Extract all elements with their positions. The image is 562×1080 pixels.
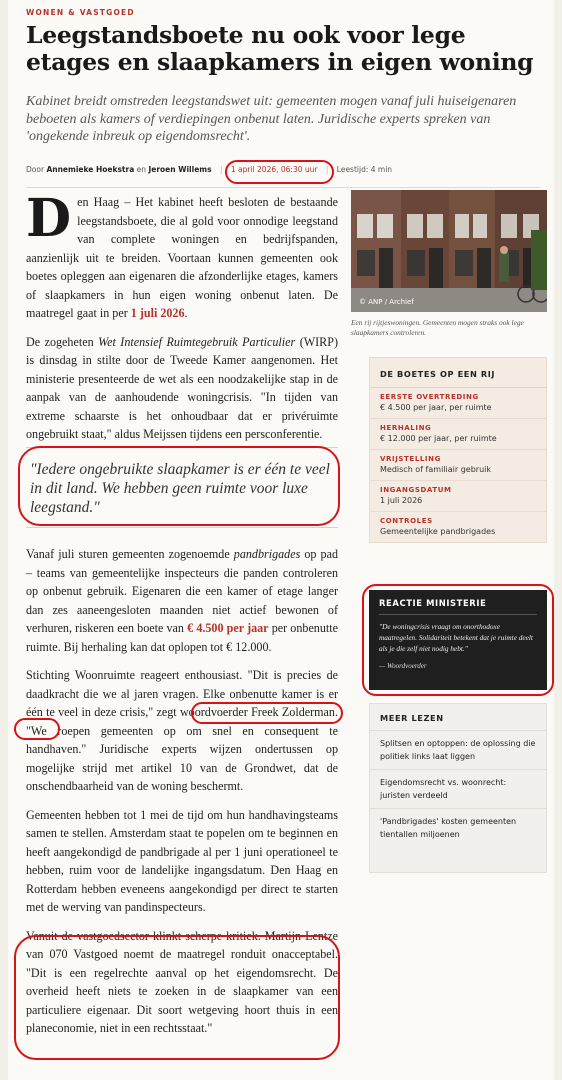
article-lede: Kabinet breidt omstreden leegstandswet uit: gemeenten mogen vanaf juli huiseigenaren beboeten als kamers of verdiepingen onbenut laten. Juridische experts spreken van 'ongekende inbreuk op eigendomsrecht'. [26, 94, 517, 144]
annotation-circle-criticism [14, 935, 340, 1060]
fact-row [370, 450, 546, 481]
law-name: Wet Intensief Ruimtegebruik Particulier [98, 334, 296, 349]
annotation-circle-spokesperson [191, 702, 343, 724]
author-link[interactable]: Annemieke Hoekstra [46, 165, 135, 174]
factbox-title: DE BOETES OP EEN RIJ [370, 358, 546, 388]
annotation-circle-spokesperson-wrap [14, 718, 60, 740]
photo-credit: © ANP / Archief [359, 298, 414, 306]
reaction-source: — Woordvoerder [379, 662, 427, 670]
article-body-intro [26, 188, 339, 444]
article-photo[interactable] [351, 190, 547, 312]
section-label[interactable]: WONEN & VASTGOED [26, 8, 135, 17]
read-time: Leestijd: 4 min [336, 165, 393, 174]
reaction-title: REACTIE MINISTERIE [379, 598, 537, 615]
paragraph: Stichting Woonruimte reageert enthousiast. "Dit is precies de daadkracht die we al jaren vragen. Elke onbenutte kamer is er één te veel in deze crisis," zegt woordvoerder Freek Zolderman. "We roepen gemeenten op om snel en consequent te handhaven." Juridische experts wijzen ondertussen op mogelijke strijd met artikel 10 van de Grondwet, dat de onschendbaarheid van de woning beschermt. [26, 668, 338, 793]
highlight-fine: € 4.500 per jaar [187, 621, 269, 635]
house-row-image [351, 190, 547, 312]
fact-value: Gemeentelijke pandbrigades [380, 527, 496, 536]
article-page [8, 0, 554, 1080]
fact-row [370, 512, 546, 542]
pull-quote: "Iedere ongebruikte slaapkamer is er één te veel in dit land. We hebben geen ruimte voor luxe leegstand." [26, 447, 338, 528]
related-article-link[interactable]: Splitsen en optoppen: de oplossing die politiek links laat liggen [370, 731, 546, 770]
fact-label: EERSTE OVERTREDING [380, 393, 479, 401]
annotation-circle-ministry [362, 584, 554, 696]
paragraph: Den Haag – Het kabinet heeft besloten de bestaande leegstandsboete, die al gold voor onnodige leegstand van complete woningen en bedrijfspanden, aanzienlijk uit te breiden. Voortaan kunnen gemeenten ook boetes opleggen aan eigenaren die afzonderlijke etages, kamers of slaapkamers in hun eigen woning onbenut laten. De maatregel gaat in per 1 juli 2026. [26, 188, 338, 320]
more-reading-box [369, 703, 547, 873]
spokesperson-name: woordvoerder Freek Zolderman. [179, 705, 338, 719]
paragraph: Vanaf juli sturen gemeenten zogenoemde pandbrigades op pad – teams van gemeentelijke inspecteurs die panden controleren op onbenut gebruik. Eigenaren die een kamer of etage langer dan zes aaneengesloten maanden niet actief bewonen of verhuren, riskeren een boete van € 4.500 per jaar per onbenutte ruimte. Bij herhaling kan dat oplopen tot € 12.000. [26, 547, 338, 654]
paragraph: Gemeenten hebben tot 1 mei de tijd om hun handhavingsteams samen te stellen. Amsterdam staat te popelen om te beginnen en heeft aangekondigd de pandbrigade al per 1 juni operationeel te hebben, ruim voor de landelijke ingangsdatum. Den Haag en Rotterdam hebben eveneens aangekondigd per direct te starten met de werving van pandinspecteurs. [26, 807, 338, 914]
publish-date: 1 april 2026, 06:30 uur [230, 165, 318, 174]
byline-separator: | [219, 165, 223, 174]
more-reading-title: MEER LEZEN [370, 704, 546, 731]
author-link[interactable]: Jeroen Willems [148, 165, 212, 174]
drop-cap: D [26, 188, 72, 249]
fact-value: € 12.000 per jaar, per ruimte [380, 434, 497, 443]
reaction-quote: "De woningcrisis vraagt om onorthodoxe maatregelen. Solidariteit betekent dat je ruimte deelt als je die zelf niet nodig hebt." [379, 622, 533, 653]
paragraph: De zogeheten Wet Intensief Ruimtegebruik Particulier (WIRP) is dinsdag in stilte door de Tweede Kamer aangenomen. Het ministerie presenteerde de wet als een noodzakelijke stap in de aanpak van de aanhoudende woningcrisis. "In tijden van extreme schaarste is het onhoudbaar dat er privéruimte ongebruikt staat," aldus Meijssen tijdens een persconferentie. [26, 334, 339, 441]
byline-and: en [136, 165, 147, 174]
related-article-link[interactable]: Eigendomsrecht vs. woonrecht: juristen verdeeld [370, 770, 546, 809]
fact-row [370, 388, 546, 419]
fine-factbox [369, 357, 547, 543]
fact-value: € 4.500 per jaar, per ruimte [380, 403, 492, 412]
fact-label: VRIJSTELLING [380, 455, 441, 463]
fact-row [370, 481, 546, 512]
term-pandbrigades: pandbrigades [233, 547, 301, 561]
divider [26, 187, 541, 188]
fact-value: 1 juli 2026 [380, 496, 423, 505]
fact-label: INGANGSDATUM [380, 486, 452, 494]
byline-prefix: Door [26, 165, 45, 174]
byline-separator: | [325, 165, 329, 174]
annotation-circle-date [225, 160, 334, 184]
fact-label: HERHALING [380, 424, 432, 432]
fact-value: Medisch of familiair gebruik [380, 465, 491, 474]
fact-row [370, 419, 546, 450]
paragraph: Vanuit de vastgoedsector klinkt scherpe kritiek. Martijn Lentze van 070 Vastgoed noemt de maatregel ronduit onacceptabel. "Dit is een regelrechte aanval op het eigendomsrecht. De overheid heeft niets te zoeken in de slaapkamer van een particuliere eigenaar. Dit soort wetgeving hoort thuis in een planeconomie, niet in een rechtsstaat." [26, 928, 338, 1035]
related-article-link[interactable]: 'Pandbrigades' kosten gemeenten tientallen miljoenen [380, 817, 517, 839]
fact-label: CONTROLES [380, 517, 433, 525]
highlight-date: 1 juli 2026 [130, 306, 185, 320]
annotation-circle-pullquote [18, 446, 340, 526]
article-headline: Leegstandsboete nu ook voor lege etages en slaapkamers in eigen woning [26, 21, 534, 76]
photo-caption: Een rij rijtjeswoningen. Gemeenten mogen straks ook lege slaapkamers controleren. [351, 318, 524, 337]
